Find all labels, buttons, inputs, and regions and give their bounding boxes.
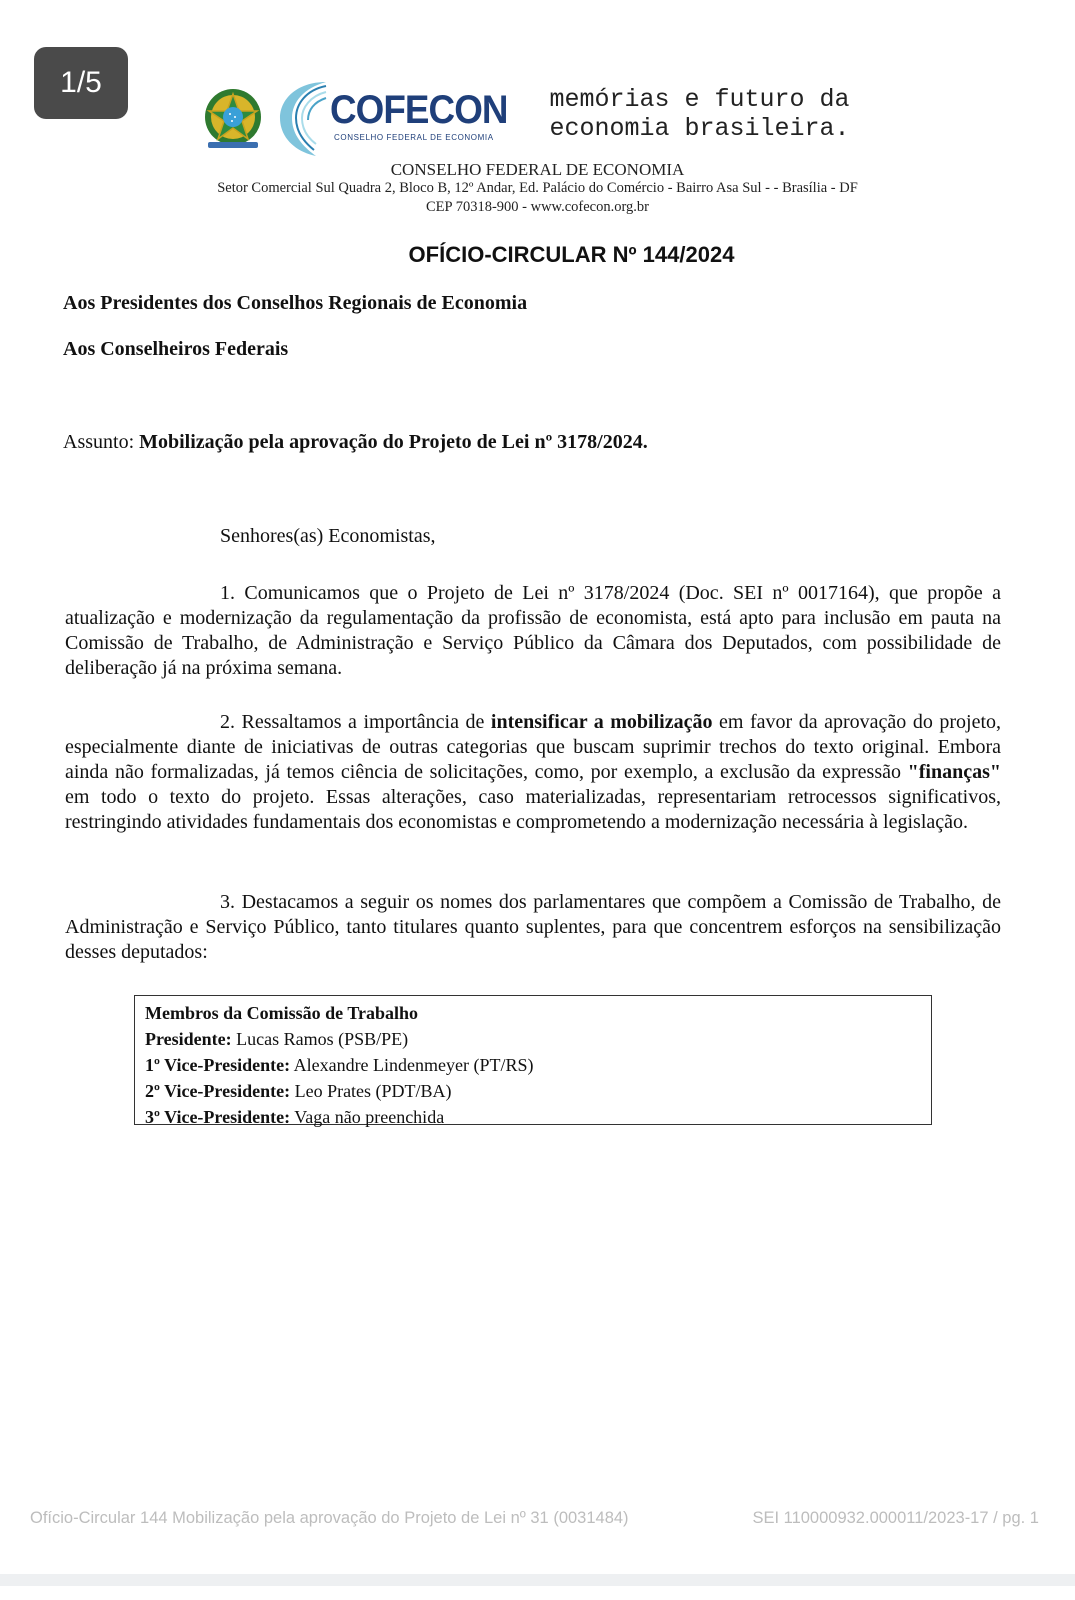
paragraph-1: 1. Comunicamos que o Projeto de Lei nº 3178/2024 (Doc. SEI nº 0017164), que propõe a atualização e modernização da regulamentação da profissão de economista, está apto para inclusão em pauta na Comissão de Trabalho, de Administração e Serviço Público da Câmara dos Deputados, com possibilidade de deliberação já na próxima semana. xyxy=(65,582,1001,679)
member-name: Leo Prates (PDT/BA) xyxy=(290,1081,452,1101)
footer-sei-page: SEI 110000932.000011/2023-17 / pg. 1 xyxy=(752,1509,1039,1527)
members-table-row xyxy=(145,1078,921,1104)
org-cep-website: CEP 70318-900 - www.cofecon.org.br xyxy=(426,199,649,215)
member-name: Vaga não preenchida xyxy=(290,1107,445,1127)
paragraph-2-part-3: em todo o texto do projeto. Essas alterações, caso materializadas, representariam retrocessos significativos, restringindo atividades fundamentais dos economistas e comprometendo a modernização necessária à legislação. xyxy=(65,786,1001,833)
tagline-line-2: economia brasileira. xyxy=(549,114,850,143)
brazil-coat-of-arms-icon xyxy=(198,84,268,154)
page-footer xyxy=(30,1509,1039,1528)
member-name: Alexandre Lindenmeyer (PT/RS) xyxy=(290,1055,534,1075)
member-role: 2º Vice-Presidente: xyxy=(145,1081,291,1101)
member-role: 3º Vice-Presidente: xyxy=(145,1107,291,1127)
cofecon-globe-icon xyxy=(276,78,336,158)
footer-document-reference: Ofício-Circular 144 Mobilização pela aprovação do Projeto de Lei nº 31 (0031484) xyxy=(30,1509,629,1527)
page-indicator: 1/5 xyxy=(34,47,128,119)
org-address: Setor Comercial Sul Quadra 2, Bloco B, 12º Andar, Ed. Palácio do Comércio - Bairro Asa Sul - - Brasília - DF xyxy=(217,180,858,196)
tagline xyxy=(522,85,877,143)
paragraph-2-emphasis-financas: "finanças" xyxy=(907,761,1001,783)
paragraph-3: 3. Destacamos a seguir os nomes dos parlamentares que compõem a Comissão de Trabalho, de Administração e Serviço Público, tanto titulares quanto suplentes, para que concentrem esforços na sensibilização desses deputados: xyxy=(65,891,1001,963)
org-info xyxy=(0,160,1075,217)
paragraph-2-part-1: 2. Ressaltamos a importância de xyxy=(220,711,491,733)
member-role: Presidente: xyxy=(145,1029,232,1049)
document-title: OFÍCIO-CIRCULAR Nº 144/2024 xyxy=(408,242,735,267)
subject-text: Mobilização pela aprovação do Projeto de Lei nº 3178/2024. xyxy=(139,431,648,453)
paragraph-2 xyxy=(65,710,1001,835)
subject-label: Assunto: xyxy=(63,431,140,453)
tagline-line-1: memórias e futuro da xyxy=(549,85,850,114)
member-name: Lucas Ramos (PSB/PE) xyxy=(231,1029,409,1049)
member-role: 1º Vice-Presidente: xyxy=(145,1055,291,1075)
org-name: CONSELHO FEDERAL DE ECONOMIA xyxy=(390,160,685,179)
addressee-councilors: Aos Conselheiros Federais xyxy=(63,338,289,360)
addressee-presidents: Aos Presidentes dos Conselhos Regionais de Economia xyxy=(63,292,528,314)
committee-members-table xyxy=(134,995,932,1125)
members-table-row xyxy=(145,1026,921,1052)
members-table-row xyxy=(145,1052,921,1078)
paragraph-2-emphasis-mobilization: intensificar a mobilização xyxy=(490,711,713,733)
page-separator xyxy=(0,1574,1075,1586)
cofecon-logo-subtext: CONSELHO FEDERAL DE ECONOMIA xyxy=(334,133,494,142)
cofecon-logo-text: COFECON xyxy=(330,88,508,132)
members-table-row xyxy=(145,1104,921,1130)
paragraph-2-part-2: em favor da aprovação do projeto, especialmente diante de iniciativas de outras categorias que buscam suprimir trechos do texto original. Embora ainda não formalizadas, já temos ciência de solicitações, como, por exemplo, a exclusão da expressão xyxy=(65,711,1001,783)
subject-line xyxy=(63,431,648,454)
salutation: Senhores(as) Economistas, xyxy=(220,525,436,547)
members-table-heading: Membros da Comissão de Trabalho xyxy=(145,1003,419,1023)
